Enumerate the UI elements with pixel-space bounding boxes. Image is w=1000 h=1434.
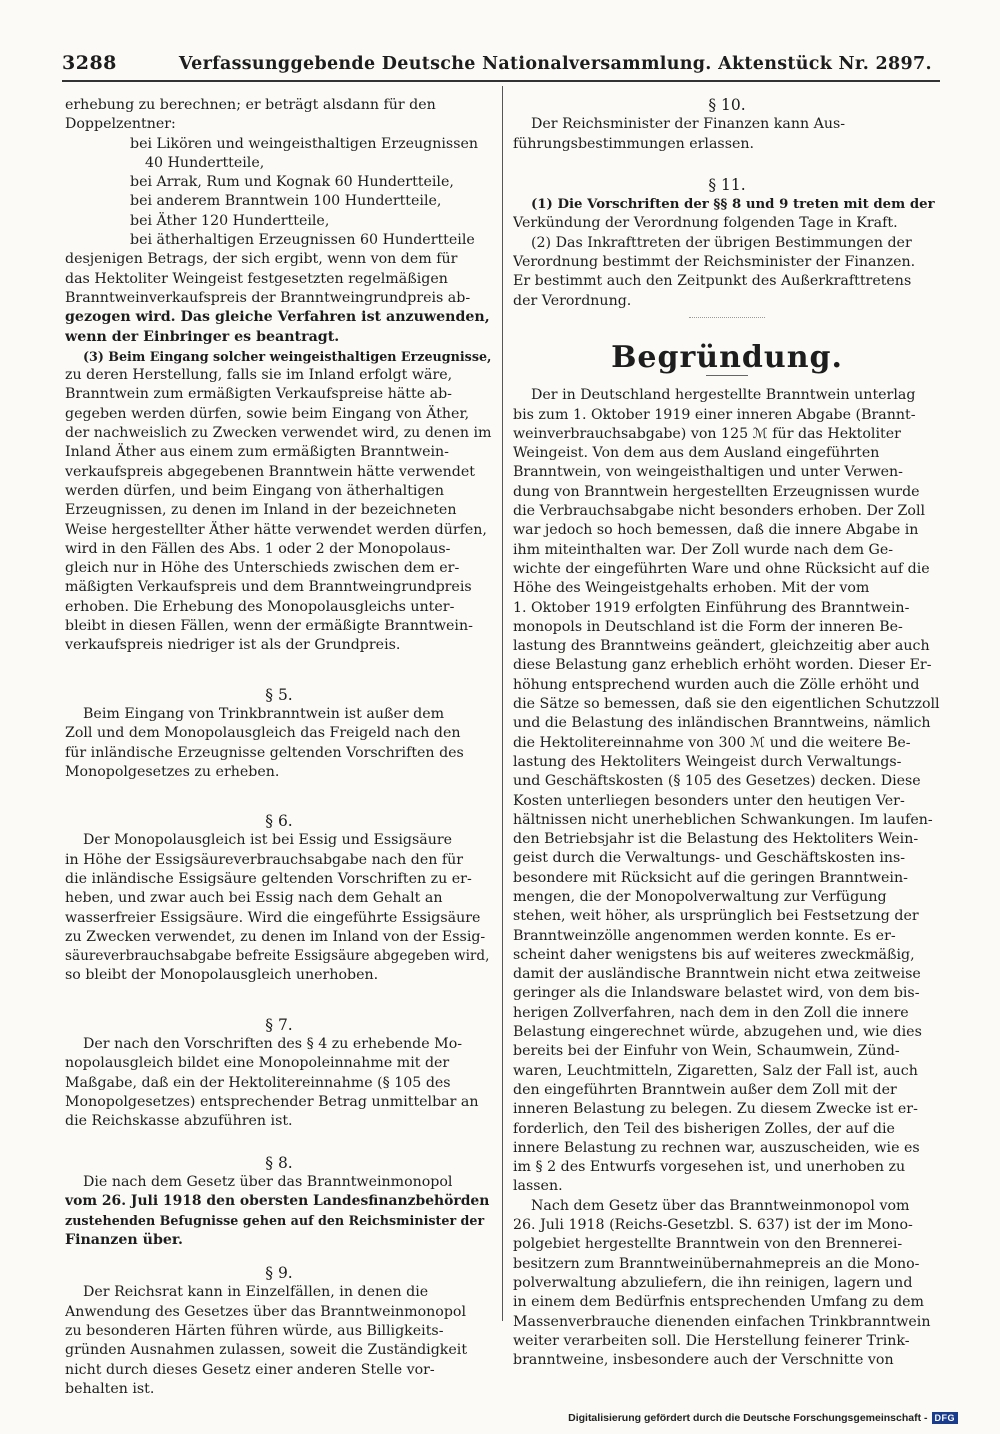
text-line: dung von Branntwein hergestellten Erzeugnissen wurde — [513, 483, 920, 500]
section-9-body — [65, 1283, 493, 1399]
text-line: verkaufspreis niedriger ist als der Grundpreis. — [65, 637, 401, 654]
text-line: diese Belastung ganz erheblich erhöht worden. Dieser Er- — [513, 657, 932, 674]
text-line: Branntwein zum ermäßigten Verkaufspreise hätte ab- — [65, 386, 452, 403]
text-line: Anwendung des Gesetzes über das Branntweinmonopol — [65, 1303, 466, 1320]
text-line: Doppelzentner: — [65, 116, 176, 133]
text-line: nicht durch dieses Gesetz einer anderen Stelle vor- — [65, 1361, 435, 1378]
text-line: die inländische Essigsäure geltenden Vorschriften zu er- — [65, 870, 472, 887]
text-line: den eingeführten Branntwein außer dem Zoll mit der — [513, 1081, 897, 1098]
text-line: den Betriebsjahr ist die Belastung des Hektoliters Wein- — [513, 831, 919, 848]
text-line: waren, Leuchtmitteln, Zigaretten, Salz der Fall ist, auch — [513, 1062, 918, 1079]
text-line: Kosten unterliegen besonders unter den heutigen Ver- — [513, 792, 905, 809]
text-line: (1) Die Vorschriften der §§ 8 und 9 treten mit dem der — [531, 197, 935, 213]
after-list-block — [65, 250, 493, 346]
section-title-8: § 8. — [265, 1153, 293, 1172]
text-line: Weingeist. Von dem aus dem Ausland eingeführten — [513, 445, 880, 462]
text-line: Monopolgesetzes zu erheben. — [65, 763, 280, 780]
text-line: gleich nur in Höhe des Unterschieds zwischen dem er- — [65, 560, 460, 577]
list-item: bei Äther 120 Hundertteile, — [130, 212, 330, 229]
text-line: verkaufspreis abgegebenen Branntwein hätte verwendet — [65, 463, 475, 480]
text-line: hältnissen nicht unerheblichen Schwankungen. Im laufen- — [513, 811, 933, 828]
text-line: nopolausgleich bildet eine Monopoleinnahme mit der — [65, 1055, 450, 1072]
text-line: Der Monopolausgleich ist bei Essig und Essigsäure — [83, 832, 453, 849]
text-line: zu besonderen Härten führen würde, aus Billigkeits- — [65, 1322, 444, 1339]
dfg-logo: DFG — [932, 1412, 959, 1424]
heading-rule — [706, 375, 748, 376]
text-line: besitzern zum Branntweinübernahmepreis an die Mono- — [513, 1255, 920, 1272]
text-line: zu deren Herstellung, falls sie im Inland erfolgt wäre, — [65, 367, 453, 384]
text-line: Beim Eingang von Trinkbranntwein ist außer dem — [83, 705, 445, 722]
text-line: herigen Zollverfahren, nach dem in den Zoll die innere — [513, 1004, 909, 1021]
text-line: Inland Äther aus einem zum ermäßigten Branntwein- — [65, 444, 449, 461]
text-line: Branntweinzölle angenommen werden konnte. Es er- — [513, 927, 896, 944]
text-line: weinverbrauchsabgabe) von 125 ℳ für das Hektoliter — [513, 425, 901, 442]
divider — [689, 317, 765, 318]
text-line: behalten ist. — [65, 1380, 155, 1397]
text-line: forderlich, den Teil des bisherigen Zolles, der auf die — [513, 1120, 895, 1137]
text-line: desjenigen Betrags, der sich ergibt, wenn von dem für — [65, 251, 458, 268]
text-line: Er bestimmt auch den Zeitpunkt des Außerkrafttretens — [513, 273, 912, 290]
text-line: besondere mit Rücksicht auf die geringen Branntwein- — [513, 869, 908, 886]
rate-list — [65, 135, 493, 251]
text-line: im § 2 des Entwurfs vorgesehen ist, und unerhoben zu — [513, 1159, 906, 1176]
text-line: der Verordnung. — [513, 292, 632, 309]
text-line: wenn der Einbringer es beantragt. — [65, 328, 340, 345]
text-line: Zoll und dem Monopolausgleich das Freigeld nach den — [65, 725, 461, 742]
text-line: geringer als die Inlandsware belastet wird, von dem bis- — [513, 985, 920, 1002]
text-line: wird in den Fällen des Abs. 1 oder 2 der Monopolaus- — [65, 540, 451, 557]
section-5-body — [65, 705, 493, 782]
running-title: Verfassunggebende Deutsche Nationalversammlung. Aktenstück Nr. 2897. — [178, 54, 932, 74]
footer-credit — [568, 1412, 958, 1424]
text-line: erhoben. Die Erhebung des Monopolausgleichs unter- — [65, 598, 455, 615]
section-10-body — [513, 115, 941, 154]
text-line: erhebung zu berechnen; er beträgt alsdann für den — [65, 97, 436, 113]
begruendung-paragraph-1 — [513, 386, 941, 1196]
text-line: Branntwein, von weingeisthaltigen und unter Verwen- — [513, 464, 903, 481]
section-title-11: § 11. — [708, 175, 746, 194]
text-line: wichte der eingeführten Ware und ohne Rücksicht auf die — [513, 560, 930, 577]
text-line: Finanzen über. — [65, 1231, 183, 1248]
text-line: das Hektoliter Weingeist festgesetzten regelmäßigen — [65, 270, 448, 287]
section-title-7: § 7. — [265, 1015, 293, 1034]
intro-block — [65, 96, 493, 135]
text-line: Verkündung der Verordnung folgenden Tage in Kraft. — [513, 215, 898, 232]
text-line: Der Reichsrat kann in Einzelfällen, in denen die — [83, 1284, 429, 1301]
text-line: damit der ausländische Branntwein nicht etwa zeitweise — [513, 966, 921, 983]
text-line: gründen Ausnahmen zulassen, soweit die Zuständigkeit — [65, 1342, 468, 1359]
text-line: in einem dem Bedürfnis entsprechenden Umfang zu dem — [513, 1294, 925, 1311]
section-title-10: § 10. — [708, 96, 746, 114]
begruendung-paragraph-2 — [513, 1197, 941, 1371]
text-line: gegeben werden dürfen, sowie beim Eingang von Äther, — [65, 405, 470, 422]
text-line: Erzeugnissen, zu denen im Inland in der bezeichneten — [65, 502, 457, 519]
left-column — [65, 96, 493, 1399]
text-line: Belastung eingerechnet würde, abzugehen und, wie dies — [513, 1024, 922, 1041]
text-line: der nachweislich zu Zwecken verwendet wird, zu denen im — [65, 425, 492, 442]
text-line: mäßigten Verkaufspreis und dem Branntweingrundpreis — [65, 579, 472, 596]
section-7-body — [65, 1035, 493, 1131]
text-line: werden dürfen, und beim Eingang von ätherhaltigen — [65, 482, 445, 499]
text-line: Der nach den Vorschriften des § 4 zu erhebende Mo- — [83, 1036, 463, 1053]
text-line: polgebiet hergestellte Branntwein von den Brennerei- — [513, 1236, 903, 1253]
text-line: (3) Beim Eingang solcher weingeisthaltigen Erzeugnisse, — [83, 348, 492, 364]
text-line: und die Belastung des inländischen Branntweins, nämlich — [513, 715, 931, 732]
page-header — [62, 52, 940, 82]
section-title-9: § 9. — [265, 1264, 293, 1283]
text-line: und Geschäftskosten (§ 105 des Gesetzes) decken. Diese — [513, 773, 921, 790]
text-line: ihm miteinthalten war. Der Zoll wurde nach dem Ge- — [513, 541, 894, 558]
section-8-body — [65, 1173, 493, 1250]
text-line: säureverbrauchsabgabe befreite Essigsäure abgegeben wird, — [65, 948, 490, 965]
text-line: für inländische Erzeugnisse geltenden Vorschriften des — [65, 744, 464, 761]
header-rule — [62, 80, 940, 82]
section-11-body — [513, 195, 941, 311]
text-line: lassen. — [513, 1178, 563, 1195]
heading-begruendung: Begründung. — [611, 339, 843, 375]
text-line: vom 26. Juli 1918 den obersten Landesfinanzbehörden — [65, 1193, 490, 1210]
list-item: bei Likören und weingeisthaltigen Erzeugnissen — [130, 135, 479, 152]
section-6-body — [65, 831, 493, 985]
text-line: zustehenden Befugnisse gehen auf den Reichsminister der — [65, 1213, 485, 1229]
text-line: lastung des Branntweins geändert, gleichzeitig aber auch — [513, 638, 930, 655]
text-line: bis zum 1. Oktober 1919 einer inneren Abgabe (Brannt- — [513, 406, 916, 423]
text-line: war jedoch so hoch bemessen, daß die innere Abgabe in — [513, 522, 919, 539]
text-line: die Verbrauchsabgabe nicht besonders erhoben. Der Zoll — [513, 503, 926, 520]
list-item: bei anderem Branntwein 100 Hundertteile, — [130, 193, 442, 210]
text-line: Verordnung bestimmt der Reichsminister der Finanzen. — [513, 254, 916, 271]
text-line: stehen, weit höher, als ursprünglich bei Festsetzung der — [513, 908, 919, 925]
text-line: lastung des Hektoliters Weingeist durch Verwaltungs- — [513, 753, 902, 770]
text-line: mengen, die der Monopolverwaltung zur Verfügung — [513, 888, 887, 905]
text-line: in Höhe der Essigsäureverbrauchsabgabe nach den für — [65, 851, 464, 868]
page-number: 3288 — [62, 52, 117, 74]
text-line: Weise hergestellter Äther hätte verwendet werden dürfen, — [65, 521, 487, 538]
text-line: Branntweinverkaufspreis der Branntweingrundpreis ab- — [65, 289, 471, 306]
list-item: 40 Hundertteile, — [145, 154, 265, 171]
text-line: (2) Das Inkrafttreten der übrigen Bestimmungen der — [531, 234, 912, 251]
text-line: so bleibt der Monopolausgleich unerhoben. — [65, 967, 379, 984]
text-line: scheint daher wenigstens bis auf weiteres zweckmäßig, — [513, 946, 915, 963]
text-line: Nach dem Gesetz über das Branntweinmonopol vom — [531, 1197, 910, 1214]
text-line: weiter verarbeiten soll. Die Herstellung feinerer Trink- — [513, 1332, 910, 1349]
text-line: Monopolgesetzes) entsprechender Betrag unmittelbar an — [65, 1093, 479, 1110]
text-line: zu Zwecken verwendet, zu denen im Inland von der Essig- — [65, 928, 486, 945]
paragraph-3 — [65, 347, 493, 656]
section-title-5: § 5. — [265, 685, 293, 704]
text-line: geist durch die Verwaltungs- und Geschäftskosten ins- — [513, 850, 906, 867]
text-line: heben, und zwar auch bei Essig nach dem Gehalt an — [65, 890, 443, 907]
text-line: Der Reichsminister der Finanzen kann Aus- — [531, 116, 846, 133]
right-column — [513, 96, 941, 1370]
text-line: Der in Deutschland hergestellte Branntwein unterlag — [531, 387, 916, 404]
text-line: Maßgabe, daß ein der Hektolitereinnahme (§ 105 des — [65, 1074, 451, 1091]
text-line: Höhe des Weingeistgehalts erhoben. Mit der vom — [513, 580, 870, 597]
column-divider — [502, 86, 503, 1321]
text-line: die Hektolitereinnahme von 300 ℳ und die weitere Be- — [513, 734, 911, 751]
text-line: bereits bei der Einfuhr von Wein, Schaumwein, Zünd- — [513, 1043, 900, 1060]
text-line: bleibt in diesen Fällen, wenn der ermäßigte Branntwein- — [65, 618, 473, 635]
text-line: monopols in Deutschland ist die Form der inneren Be- — [513, 618, 903, 635]
text-line: 26. Juli 1918 (Reichs-Gesetzbl. S. 637) ist der im Mono- — [513, 1217, 913, 1234]
list-item: bei Arrak, Rum und Kognak 60 Hundertteile, — [130, 174, 454, 191]
text-line: die Reichskasse abzuführen ist. — [65, 1113, 293, 1130]
text-line: innere Belastung zu rechnen war, auszuscheiden, wie es — [513, 1139, 920, 1156]
footer-text: Digitalisierung gefördert durch die Deutsche Forschungsgemeinschaft - — [568, 1412, 928, 1424]
text-line: wasserfreier Essigsäure. Wird die eingeführte Essigsäure — [65, 909, 481, 926]
text-line: höhung entsprechend wurden auch die Zölle erhöht und — [513, 676, 920, 693]
text-line: Massenverbrauche dienenden einfachen Trinkbranntwein — [513, 1313, 931, 1330]
section-title-6: § 6. — [265, 812, 293, 831]
list-item: bei ätherhaltigen Erzeugnissen 60 Hundertteile — [130, 232, 475, 249]
text-line: 1. Oktober 1919 erfolgten Einführung des Branntwein- — [513, 599, 910, 616]
text-line: Die nach dem Gesetz über das Branntweinmonopol — [83, 1173, 453, 1190]
text-line: gezogen wird. Das gleiche Verfahren ist anzuwenden, — [65, 309, 490, 326]
text-line: branntweine, insbesondere auch der Verschnitte von — [513, 1352, 894, 1369]
text-line: polverwaltung abzuliefern, die ihn reinigen, lagern und — [513, 1274, 913, 1291]
text-line: inneren Belastung zu belegen. Zu diesem Zwecke ist er- — [513, 1101, 918, 1118]
text-line: die Sätze so bemessen, daß sie den eigentlichen Schutzzoll — [513, 696, 940, 713]
text-line: führungsbestimmungen erlassen. — [513, 135, 755, 152]
